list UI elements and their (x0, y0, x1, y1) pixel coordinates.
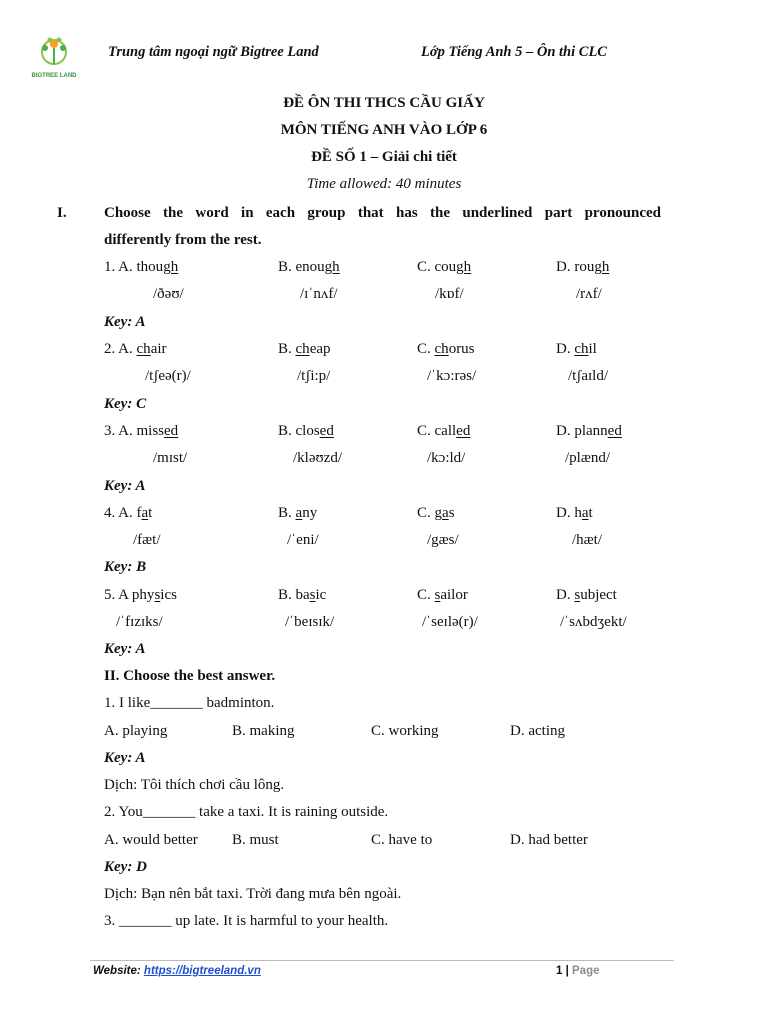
tree-logo-icon (30, 34, 78, 70)
q4-option-d: D. hat (556, 505, 593, 521)
p1-option-d: D. acting (510, 723, 565, 739)
q2-option-b: B. cheap (278, 341, 331, 357)
q5-option-d: D. subject (556, 587, 617, 603)
q1-option-b: B. enough (278, 259, 340, 275)
q2-ipa-c: /ˈkɔ:rəs/ (427, 368, 477, 384)
q5-ipa-b: /ˈbeɪsɪk/ (285, 614, 335, 630)
q2-key: Key: C (104, 396, 147, 412)
q5-ipa-d: /ˈsʌbdʒekt/ (560, 614, 627, 630)
p2-translation: Dịch: Bạn nên bắt taxi. Trời đang mưa bên ngoài. (104, 886, 402, 902)
q3-ipa-c: /kɔ:ld/ (427, 450, 466, 466)
q5-option-c: C. sailor (417, 587, 468, 603)
p1-option-c: C. working (371, 723, 439, 739)
q3-option-c: C. called (417, 423, 471, 439)
q4-ipa-a: /fæt/ (133, 532, 161, 548)
page-separator: | (562, 965, 573, 977)
q3-ipa-b: /kləʊzd/ (293, 450, 343, 466)
footer-divider (90, 960, 674, 961)
q1-option-c: C. cough (417, 259, 472, 275)
footer-page (556, 965, 600, 977)
p1-translation: Dịch: Tôi thích chơi cầu lông. (104, 777, 285, 793)
page-word: Page (572, 965, 600, 977)
p1-key: Key: A (104, 750, 146, 766)
q2-ipa-d: /tʃaɪld/ (568, 368, 608, 384)
q1-option-d: D. rough (556, 259, 610, 275)
q3-key: Key: A (104, 478, 146, 494)
q3-ipa-d: /plænd/ (565, 450, 611, 466)
q4-key: Key: B (104, 559, 147, 575)
exam-number-bold: ĐỀ SỐ 1 (311, 149, 367, 165)
q2-option-d: D. chil (556, 341, 597, 357)
p2-key: Key: D (104, 859, 147, 875)
website-label: Website: (93, 965, 144, 977)
section-1-numeral: I. (57, 205, 67, 221)
q4-option-a: 4. A. fat (104, 505, 153, 521)
q1-ipa-a: /ðəʊ/ (153, 286, 184, 302)
q5-ipa-c: /ˈseɪlə(r)/ (422, 614, 478, 630)
q3-option-b: B. closed (278, 423, 334, 439)
q5-option-a: 5. A physics (104, 587, 177, 603)
q2-ipa-a: /tʃeə(r)/ (145, 368, 191, 384)
q5-option-b: B. basic (278, 587, 327, 603)
p2-option-c: C. have to (371, 832, 433, 848)
q3-option-a: 3. A. missed (104, 423, 179, 439)
q1-key: Key: A (104, 314, 146, 330)
q2-option-c: C. chorus (417, 341, 475, 357)
q3-option-d: D. planned (556, 423, 622, 439)
q1-ipa-c: /kɒf/ (435, 286, 464, 302)
footer-website (93, 965, 261, 977)
q1-option-a: 1. A. though (104, 259, 179, 275)
website-link[interactable]: https://bigtreeland.vn (143, 965, 261, 977)
exam-number (0, 149, 768, 166)
q1-ipa-d: /rʌf/ (576, 286, 602, 302)
section-1-instruction-line2: differently from the rest. (104, 232, 262, 248)
time-allowed: Time allowed: 40 minutes (306, 176, 462, 192)
p1-option-b: B. making (232, 723, 295, 739)
q3-ipa-a: /mɪst/ (153, 450, 188, 466)
section-1-instruction-line1: Choose the word in each group that has the underlined part pronounced (104, 205, 661, 221)
q4-ipa-d: /hæt/ (572, 532, 603, 548)
exam-title: ĐỀ ÔN THI THCS CẦU GIẤY (283, 95, 485, 111)
exam-subject: MÔN TIẾNG ANH VÀO LỚP 6 (280, 122, 488, 138)
q4-ipa-b: /ˈeni/ (287, 532, 319, 548)
p2-question: 2. You_______ take a taxi. It is raining outside. (104, 804, 389, 820)
logo-text: BIGTREE LAND (31, 73, 77, 79)
q4-ipa-c: /gæs/ (427, 532, 459, 548)
section-2-title: II. Choose the best answer. (104, 668, 276, 684)
q4-option-b: B. any (278, 505, 318, 521)
q4-option-c: C. gas (417, 505, 455, 521)
p1-question: 1. I like_______ badminton. (104, 695, 275, 711)
exam-number-rest: – Giải chi tiết (366, 149, 457, 165)
p2-option-d: D. had better (510, 832, 588, 848)
q2-ipa-b: /tʃi:p/ (297, 368, 331, 384)
p1-option-a: A. playing (104, 723, 168, 739)
header-center-name: Trung tâm ngoại ngữ Bigtree Land (108, 44, 319, 60)
p2-option-a: A. would better (104, 832, 198, 848)
q1-ipa-b: /ɪˈnʌf/ (300, 286, 338, 302)
q2-option-a: 2. A. chair (104, 341, 167, 357)
q5-ipa-a: /ˈfɪzɪks/ (116, 614, 163, 630)
logo (30, 34, 78, 80)
header-class-name: Lớp Tiếng Anh 5 – Ôn thi CLC (421, 44, 607, 60)
p2-option-b: B. must (232, 832, 279, 848)
page-number: 1 (556, 965, 563, 977)
q5-key: Key: A (104, 641, 146, 657)
p3-question: 3. _______ up late. It is harmful to your health. (104, 913, 389, 929)
